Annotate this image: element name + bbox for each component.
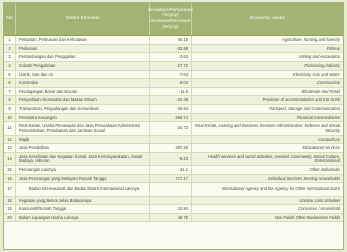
table-row [4,71,343,80]
table-row [4,136,343,145]
row-sektor: Konstruksi [16,79,150,87]
header-no: No [4,3,16,35]
row-value: -7.53 [150,71,192,79]
row-number: 17 [4,183,16,195]
table-row [4,105,343,114]
row-value: 566.74 [150,114,192,122]
row-value: -11.9 [150,88,192,96]
row-number: 9 [4,105,16,113]
table-header [4,3,343,36]
row-number: 16 [4,175,16,183]
row-number: 4 [4,62,16,70]
row-sektor: Listrik, Gas dan Air [16,71,150,79]
row-sektor: Jasa Perorangan yang Melayani Rumah Tangga [16,175,150,183]
row-sektor: Badan Internasional dan Badan Ekstra Internasional Lainnya [16,183,150,195]
row-english: International Agency and the Agency for Other International Extra [221,186,340,192]
table-row [4,88,343,97]
row-english: Educational services [302,145,340,151]
row-value: 297.26 [150,144,192,152]
row-value: 49.75 [150,214,192,222]
row-sektor: Bukan Lapangan Usaha Lainnya [16,214,150,222]
row-sektor: Perdagangan Besar dan Eceran [16,88,150,96]
row-english: Fishery [326,45,340,51]
row-number: 18 [4,197,16,205]
row-value: 46.16 [150,36,192,44]
row-english: Mining and excavation [299,54,340,60]
row-english: Construction [317,80,340,86]
row-sektor: Perorangan Lainnya [16,166,150,174]
row-number: 3 [4,53,16,61]
row-value: -8.23 [150,153,192,165]
row-english: Financial intermediaries [296,114,340,120]
table-row [4,175,343,184]
header-english: Economic sector [249,16,286,22]
row-english: Unclear Limit activities [299,197,340,203]
row-number: 13 [4,144,16,152]
row-value [150,183,192,195]
table-row [4,205,343,214]
row-sektor: Wajib [16,136,150,144]
row-english: Processing industry [304,62,340,68]
table-row [4,62,343,71]
table-row [4,79,343,88]
table-row [4,96,343,105]
table-row [4,166,343,175]
row-english: Provision of accommodation and Eat Drink [262,97,340,103]
table-row [4,122,343,135]
row-number: 19 [4,205,16,213]
row-english: Wholesale and Retail [301,88,340,94]
table-row [4,36,343,45]
row-number: 12 [4,136,16,144]
row-number: 15 [4,166,16,174]
row-english: Agriculture, hunting and forestry [281,37,340,42]
row-value: 717.17 [150,175,192,183]
row-sektor: Jasa Pendidikan [16,144,150,152]
row-sektor: Perikanan [16,45,150,53]
row-sektor: Pertambangan dan Penggalian [16,53,150,61]
row-value: -27.72 [150,62,192,70]
row-value: 10.84 [150,205,192,213]
row-value: -41.1 [150,166,192,174]
header-value: Kenaikan/Penurunan (%/yoy) Increase/Decrease (%/yoy) [150,3,192,35]
row-value: -33.69 [150,45,192,53]
row-value [150,136,192,144]
table-row [4,153,343,166]
row-number: 10 [4,114,16,122]
table-row [4,197,343,206]
row-number: 14 [4,153,16,165]
row-english: Real Estate, Leasing and Business Services Administration, Defense and Social Security [194,123,340,133]
table-row [4,45,343,54]
row-sektor: Kegiatan yang Belum Jelas Batasannya [16,197,150,205]
row-number: 8 [4,96,16,104]
row-english: Transport, Storage and Communication [268,106,340,112]
row-number: 2 [4,45,16,53]
row-english: Health services and social activities, services Community, Social Culture, Entertainment [207,153,340,163]
row-number: 20 [4,214,16,222]
table-row [4,114,343,123]
row-value: -24.73 [150,122,192,134]
row-english: Other individuals [309,167,340,173]
row-sektor: Industri Pengolahan [16,62,150,70]
row-sektor: Perantara Keuangan [16,114,150,122]
table-row [4,214,343,223]
row-number: 6 [4,79,16,87]
row-english: Electricity, Gas and Water [293,71,340,77]
row-sektor: Jasa Kesehatan dan Kegiatan Sosial, Jasa Kemasyarakatan, Sosial Budaya, Hiburan [16,153,150,165]
row-number: 11 [4,122,16,134]
row-value: -26.64 [150,105,192,113]
row-english: Consumer / Household [298,206,340,212]
row-sektor: Penyediaan Akomodasi dan Makan Minum [16,96,150,104]
table-row [4,53,343,62]
row-sektor: Pertanian, Perburuan dan Kehutanan [16,36,150,44]
row-value [150,197,192,205]
header-sektor: Sektor Ekonomi [16,3,150,35]
row-number: 5 [4,71,16,79]
row-english: Individual Services Serving Households [268,175,340,181]
row-english: Non-Fields Other Businesses Fields [274,214,340,220]
row-value: -9.02 [150,79,192,87]
row-sektor: Real Estate, Usaha Persewaan dan Jasa Perusahaan Administrasi Pemerintahan, Pertahanan dan Jaminan Sosial [16,122,150,134]
row-value: -2.63 [150,53,192,61]
economic-sector-table [3,2,344,250]
row-sektor: Transportasi, Pergudangan dan Komunikasi [16,105,150,113]
table-row [4,183,343,196]
row-number: 7 [4,88,16,96]
table-row [4,144,343,153]
row-sektor: Konsumtif/Rumah Tangga [16,205,150,213]
row-value: -34.48 [150,96,192,104]
row-english: Compulsory [318,136,340,142]
row-number: 1 [4,36,16,44]
table-body [4,36,343,222]
